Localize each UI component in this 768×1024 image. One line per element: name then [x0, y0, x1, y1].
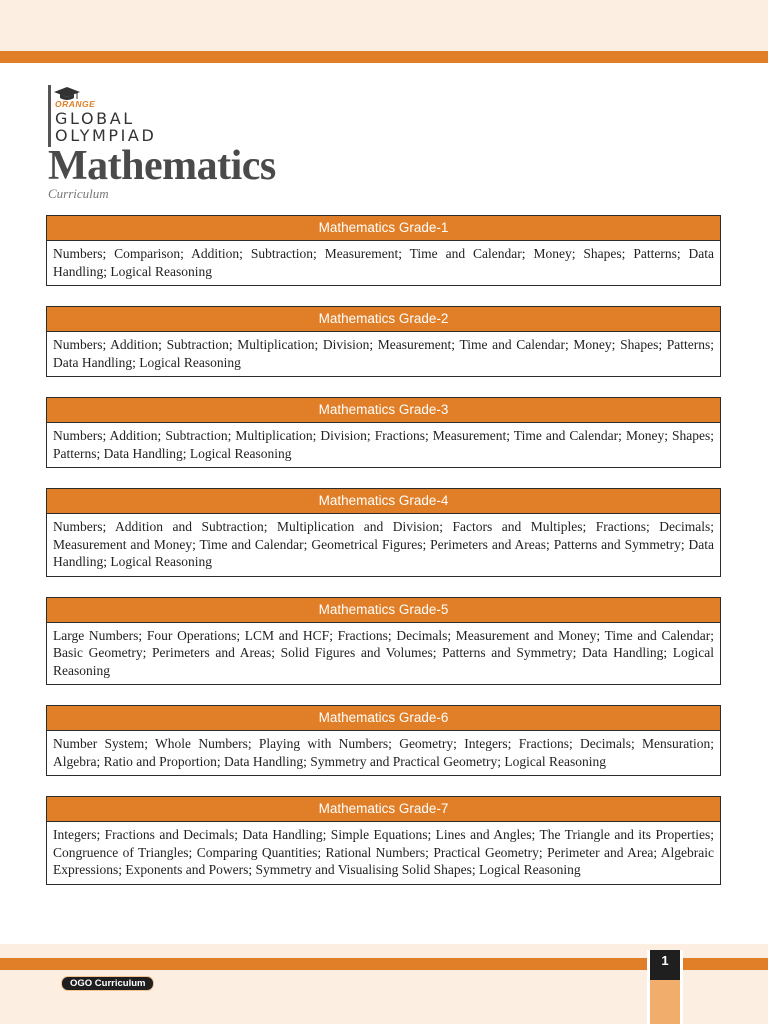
grade-2-topics: Numbers; Addition; Subtraction; Multiplication; Division; Measurement; Time and Calendar; Money; Shapes; Patterns; Data Handling; Logical Reasoning: [53, 337, 714, 370]
logo-line-olympiad: OLYMPIAD: [55, 126, 157, 145]
header-stripe: [0, 51, 768, 63]
grade-1-topics: Numbers; Comparison; Addition; Subtraction; Measurement; Time and Calendar; Money; Shapes; Patterns; Data Handling; Logical Reasoning: [53, 246, 714, 279]
grade-3-topics: Numbers; Addition; Subtraction; Multiplication; Division; Fractions; Measurement; Time and Calendar; Money; Shapes; Patterns; Data Handling; Logical Reasoning: [53, 428, 714, 461]
grade-1-box: [46, 215, 721, 286]
logo-bar: [48, 85, 51, 147]
footer-badge: OGO Curriculum: [61, 976, 154, 991]
grade-2-title: Mathematics Grade-2: [47, 307, 720, 332]
page-subtitle: Curriculum: [48, 186, 109, 201]
logo: [48, 85, 218, 147]
grade-7-title: Mathematics Grade-7: [47, 797, 720, 822]
grade-7-box: [46, 796, 721, 885]
logo-line-global: GLOBAL: [55, 109, 135, 128]
grade-6-box: [46, 705, 721, 776]
grade-3-box: [46, 397, 721, 468]
grade-2-box: [46, 306, 721, 377]
grade-1-title: Mathematics Grade-1: [47, 216, 720, 241]
curriculum-list: [46, 215, 721, 905]
grade-5-topics: Large Numbers; Four Operations; LCM and HCF; Fractions; Decimals; Measurement and Money; Time and Calendar; Basic Geometry; Perimeters and Areas; Solid Figures and Volumes; Patterns and Symmetry; Data Handling; Logical Reasoning: [53, 627, 714, 678]
grade-3-title: Mathematics Grade-3: [47, 398, 720, 423]
grade-4-topics: Numbers; Addition and Subtraction; Multiplication and Division; Factors and Multiples; Fractions; Decimals; Measurement and Money; Time and Calendar; Geometrical Figures; Perimeters and Areas; Patterns and Symmetry; Data Handling; Logical Reasoning: [53, 519, 714, 569]
page-title: Mathematics: [48, 143, 276, 189]
header-band: [0, 0, 768, 51]
logo-brand: ORANGE: [55, 99, 96, 109]
grade-6-title: Mathematics Grade-6: [47, 706, 720, 731]
grade-4-box: [46, 488, 721, 577]
grade-5-box: [46, 597, 721, 686]
grade-7-topics: Integers; Fractions and Decimals; Data Handling; Simple Equations; Lines and Angles; The Triangle and its Properties; Congruence of Triangles; Comparing Quantities; Rational Numbers; Practical Geometry; Perimeter and Area; Algebraic Expressions; Exponents and Powers; Symmetry and Visualising Solid Shapes; Logical Reasoning: [53, 827, 714, 877]
page-tab: [647, 950, 683, 1024]
grade-5-title: Mathematics Grade-5: [47, 598, 720, 623]
grade-6-topics: Number System; Whole Numbers; Playing with Numbers; Geometry; Integers; Fractions; Decimals; Mensuration; Algebra; Ratio and Proportion; Data Handling; Symmetry and Practical Geometry; Logical Reasoning: [53, 736, 714, 769]
page-number: 1: [650, 950, 680, 980]
grade-4-title: Mathematics Grade-4: [47, 489, 720, 514]
